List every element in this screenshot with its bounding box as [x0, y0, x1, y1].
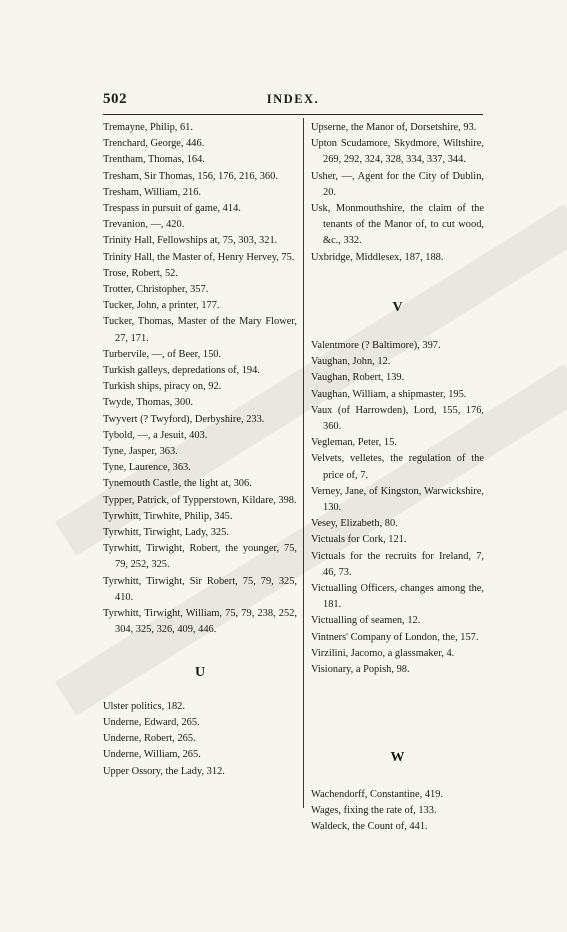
index-entry: Virzilini, Jacomo, a glassmaker, 4. — [311, 647, 455, 659]
index-entry: Trevanion, —, 420. — [103, 219, 185, 231]
index-entry: Trentham, Thomas, 164. — [103, 154, 205, 166]
right-entries-top — [311, 120, 484, 266]
index-entry: Tucker, John, a printer, 177. — [103, 300, 220, 312]
index-entry: Trespass in pursuit of game, 414. — [103, 203, 241, 215]
index-entry: Vaughan, John, 12. — [311, 356, 391, 368]
index-entry: Ulster politics, 182. — [103, 700, 185, 712]
right-entries-w — [311, 787, 484, 836]
section-letter-u: U — [194, 664, 206, 680]
index-entry: Twyde, Thomas, 300. — [103, 397, 193, 409]
index-entry: Vintners' Company of London, the, 157. — [311, 631, 479, 643]
running-head: INDEX. — [266, 92, 320, 106]
index-entry: Victuals for the recruits for Ireland, 7, 46, 73. — [311, 550, 484, 578]
index-entry: Trenchard, George, 446. — [103, 138, 205, 150]
index-entry: Trinity Hall, the Master of, Henry Hervey, 75. — [103, 251, 295, 263]
index-entry: Verney, Jane, of Kingston, Warwickshire, 130. — [311, 485, 484, 514]
right-entries-v — [311, 338, 484, 678]
index-entry: Tucker, Thomas, Master of the Mary Flower, 27, 171. — [103, 316, 297, 344]
index-entry: Trose, Robert, 52. — [103, 267, 178, 279]
index-entry: Usk, Monmouthshire, the claim of the tenants of the Manor of, to cut wood, &c., 332. — [311, 203, 484, 247]
index-entry: Tyrwhitt, Tirwight, Sir Robert, 75, 79, 325, 410. — [103, 575, 297, 603]
index-entry: Victuals for Cork, 121. — [311, 534, 407, 546]
index-entry: Vaughan, William, a shipmaster, 195. — [311, 388, 467, 400]
index-entry: Wachendorff, Constantine, 419. — [311, 788, 443, 800]
index-entry: Usher, —, Agent for the City of Dublin, 20. — [311, 170, 484, 198]
index-entry: Underne, Edward, 265. — [103, 716, 200, 728]
index-entry: Vaux (of Harrowden), Lord, 155, 176, 360. — [311, 404, 484, 433]
index-entry: Visionary, a Popish, 98. — [311, 664, 410, 676]
index-entry: Turbervile, —, of Beer, 150. — [103, 348, 222, 360]
index-entry: Upton Scudamore, Skydmore, Wiltshire, 269, 292, 324, 328, 334, 337, 344. — [311, 138, 484, 166]
index-entry: Waldeck, the Count of, 441. — [311, 820, 428, 832]
index-entry: Underne, Robert, 265. — [103, 733, 196, 745]
index-entry: Tyrwhitt, Tirwight, Robert, the younger, 75, 79, 252, 325. — [103, 543, 297, 571]
index-entry: Twyvert (? Twyford), Derbyshire, 233. — [103, 413, 265, 425]
index-entry: Vegleman, Peter, 15. — [311, 437, 397, 449]
index-entry: Tyrwhitt, Tirwight, William, 75, 79, 238, 252, 304, 325, 326, 409, 446. — [103, 608, 297, 636]
index-entry: Upserne, the Manor of, Dorsetshire, 93. — [311, 122, 477, 133]
index-entry: Victualling Officers, changes among the, 181. — [311, 583, 484, 611]
index-entry: Tyrwhitt, Tirwight, Lady, 325. — [103, 527, 229, 539]
section-letter-w: W — [390, 750, 405, 766]
index-entry: Tynemouth Castle, the light at, 306. — [103, 478, 252, 490]
index-entry: Tyne, Laurence, 363. — [103, 462, 191, 474]
header-rule — [103, 114, 483, 115]
index-entry: Tremayne, Philip, 61. — [103, 122, 193, 133]
index-entry: Uxbridge, Middlesex, 187, 188. — [311, 251, 444, 263]
index-entry: Turkish galleys, depredations of, 194. — [103, 365, 260, 377]
index-entry: Turkish ships, piracy on, 92. — [103, 381, 222, 393]
index-entry: Victualling of seamen, 12. — [311, 615, 421, 627]
index-entry: Trotter, Christopher, 357. — [103, 284, 209, 296]
left-column — [103, 120, 297, 780]
right-column — [311, 120, 484, 835]
index-entry: Valentmore (? Baltimore), 397. — [311, 340, 441, 352]
left-entries-bottom — [103, 699, 297, 780]
index-entry: Typper, Patrick, of Typperstown, Kildare, 398. — [103, 494, 297, 506]
left-entries-top — [103, 120, 297, 639]
index-entry: Vaughan, Robert, 139. — [311, 372, 405, 384]
page-header — [103, 91, 483, 111]
index-entry: Tyne, Jasper, 363. — [103, 446, 178, 458]
index-entry: Velvets, velletes, the regulation of the price of, 7. — [311, 453, 484, 481]
page-number: 502 — [103, 91, 127, 107]
index-entry: Tyrwhitt, Tirwhite, Philip, 345. — [103, 510, 233, 522]
index-entry: Wages, fixing the rate of, 133. — [311, 804, 437, 816]
index-entry: Tresham, William, 216. — [103, 186, 202, 198]
index-entry: Vesey, Elizabeth, 80. — [311, 518, 398, 530]
index-entry: Tresham, Sir Thomas, 156, 176, 216, 360. — [103, 170, 278, 182]
column-divider — [303, 118, 304, 808]
index-entry: Upper Ossory, the Lady, 312. — [103, 765, 225, 777]
index-entry: Tybold, —, a Jesuit, 403. — [103, 429, 208, 441]
section-letter-v: V — [392, 299, 403, 315]
index-entry: Trinity Hall, Fellowships at, 75, 303, 321. — [103, 235, 278, 247]
index-entry: Underne, William, 265. — [103, 749, 201, 761]
